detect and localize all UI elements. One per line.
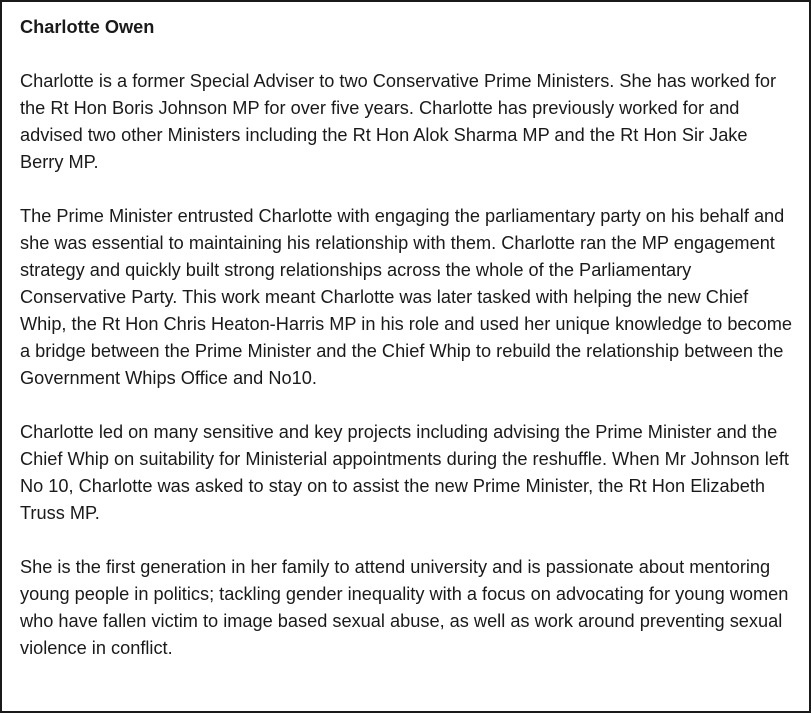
paragraph-key-projects: Charlotte led on many sensitive and key projects including advising the Prime Minister and the Chief Whip on suitability for Ministerial appointments during the reshuffle. When Mr Johnson left No 10, Charlotte was asked to stay on to assist the new Prime Minister, the Rt Hon Elizabeth Truss MP. (20, 422, 789, 523)
document-title: Charlotte Owen (20, 17, 155, 37)
document-body (20, 14, 795, 662)
paragraph-parliamentary-engagement: The Prime Minister entrusted Charlotte with engaging the parliamentary party on his behalf and she was essential to maintaining his relationship with them. Charlotte ran the MP engagement strategy and quickly built strong relationships across the whole of the Parliamentary Conservative Party. This work meant Charlotte was later tasked with helping the new Chief Whip, the Rt Hon Chris Heaton-Harris MP in his role and used her unique knowledge to become a bridge between the Prime Minister and the Chief Whip to rebuild the relationship between the Government Whips Office and No10. (20, 206, 793, 388)
paragraph-personal: She is the first generation in her family to attend university and is passionate about mentoring young people in politics; tackling gender inequality with a focus on advocating for young women who have fallen victim to image based sexual abuse, as well as work around preventing sexual violence in conflict. (20, 557, 789, 658)
paragraph-background: Charlotte is a former Special Adviser to two Conservative Prime Ministers. She has worked for the Rt Hon Boris Johnson MP for over five years. Charlotte has previously worked for and advised two other Ministers including the Rt Hon Alok Sharma MP and the Rt Hon Sir Jake Berry MP. (20, 71, 777, 172)
